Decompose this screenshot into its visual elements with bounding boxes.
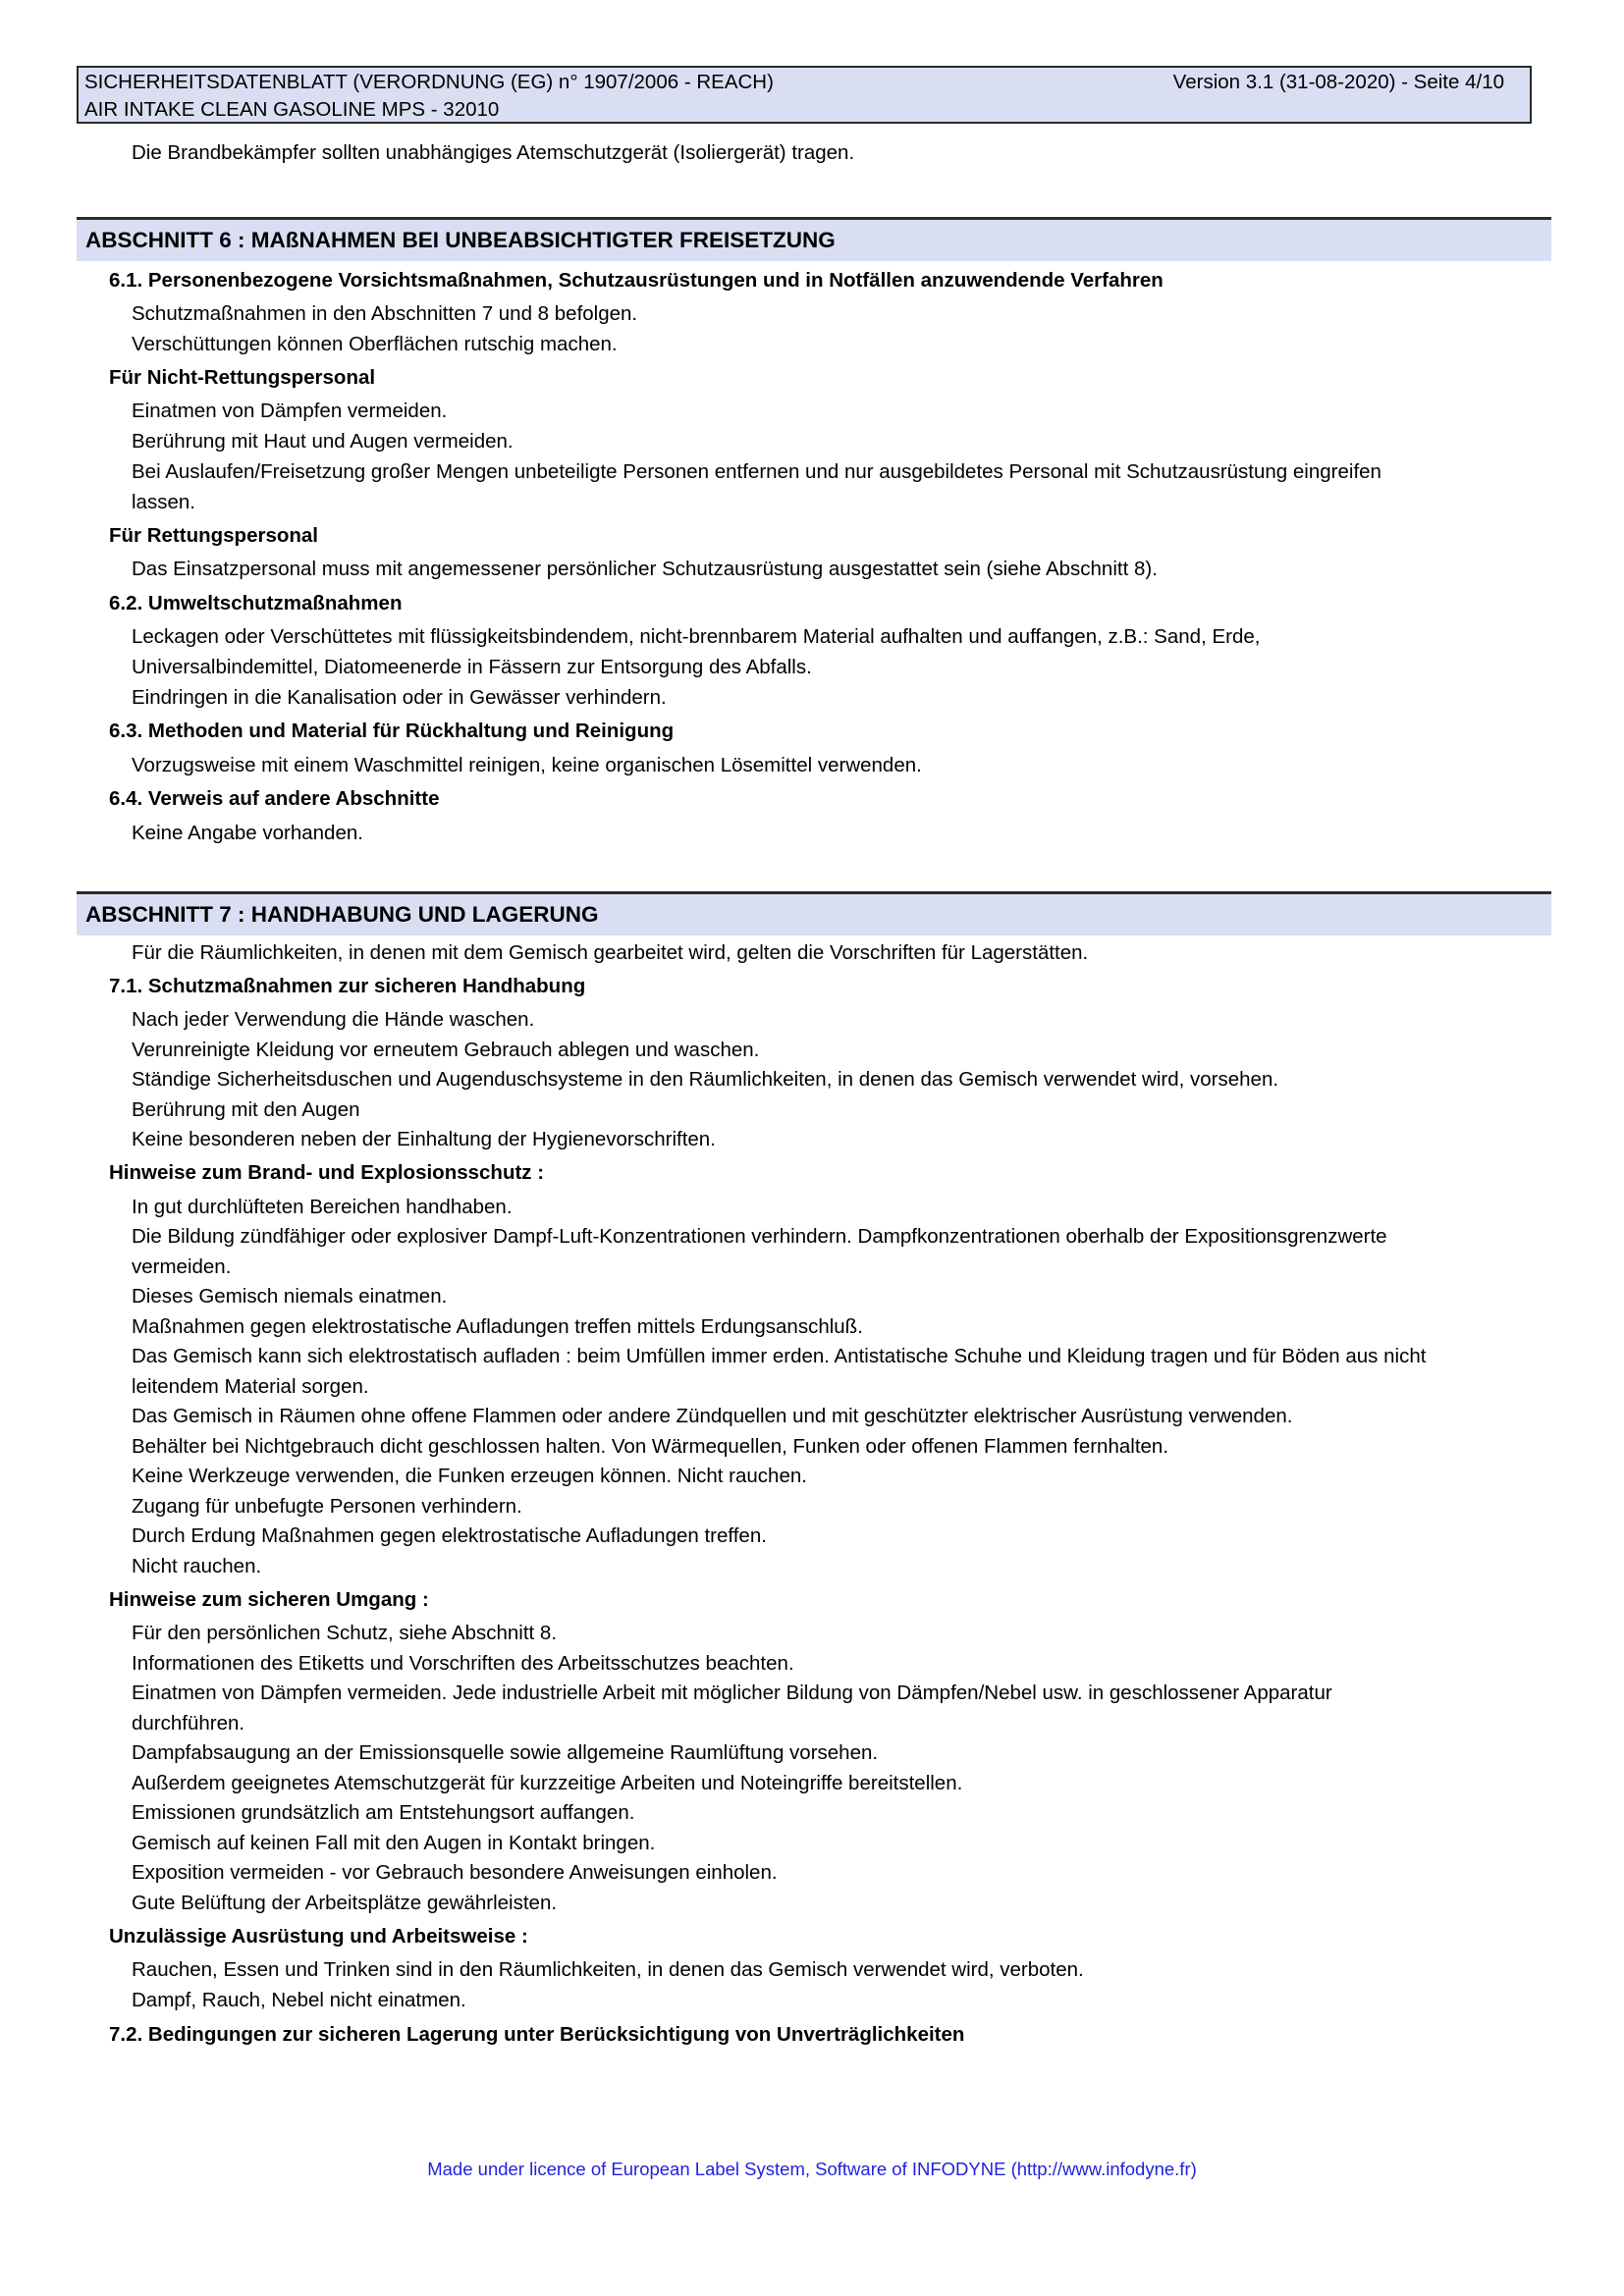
text-line: Das Einsatzpersonal muss mit angemessener persönlicher Schutzausrüstung ausgestattet sein (siehe Abschnitt 8).	[132, 558, 1158, 580]
footer-licence-link[interactable]: Made under licence of European Label System, Software of INFODYNE (http://www.infodyne.fr)	[427, 2159, 1197, 2179]
text-line: Keine Angabe vorhanden.	[132, 822, 363, 844]
text-line: Die Bildung zündfähiger oder explosiver Dampf-Luft-Konzentrationen verhindern. Dampfkonzentrationen oberhalb der Expositionsgrenzwerte	[132, 1225, 1387, 1248]
non-rescue-title: Für Nicht-Rettungspersonal	[109, 366, 376, 389]
text-line: Vorzugsweise mit einem Waschmittel reinigen, keine organischen Lösemittel verwenden.	[132, 754, 922, 776]
subsection-6-2-title: 6.2. Umweltschutzmaßnahmen	[109, 592, 403, 614]
subsection-6-1-title: 6.1. Personenbezogene Vorsichtsmaßnahmen, Schutzausrüstungen und in Notfällen anzuwendende Verfahren	[109, 269, 1164, 292]
section-7-intro: Für die Räumlichkeiten, in denen mit dem Gemisch gearbeitet wird, gelten die Vorschriften für Lagerstätten.	[132, 941, 1089, 964]
text-line: Zugang für unbefugte Personen verhindern.	[132, 1495, 522, 1518]
forbidden-practices-title: Unzulässige Ausrüstung und Arbeitsweise :	[109, 1925, 528, 1948]
document-title: SICHERHEITSDATENBLATT (VERORDNUNG (EG) n° 1907/2006 - REACH)	[84, 71, 774, 93]
text-line: Informationen des Etiketts und Vorschriften des Arbeitsschutzes beachten.	[132, 1652, 794, 1675]
text-line: Einatmen von Dämpfen vermeiden.	[132, 400, 448, 422]
subsection-6-4-title: 6.4. Verweis auf andere Abschnitte	[109, 787, 440, 810]
text-line: Durch Erdung Maßnahmen gegen elektrostatische Aufladungen treffen.	[132, 1524, 767, 1547]
text-line: Verunreinigte Kleidung vor erneutem Gebrauch ablegen und waschen.	[132, 1039, 760, 1061]
text-line: lassen.	[132, 491, 195, 513]
text-line: Behälter bei Nichtgebrauch dicht geschlossen halten. Von Wärmequellen, Funken oder offenen Flammen fernhalten.	[132, 1435, 1169, 1458]
section-6-title: ABSCHNITT 6 : MAßNAHMEN BEI UNBEABSICHTIGTER FREISETZUNG	[85, 228, 836, 252]
safe-handling-title: Hinweise zum sicheren Umgang :	[109, 1588, 429, 1611]
text-line: Emissionen grundsätzlich am Entstehungsort auffangen.	[132, 1801, 635, 1824]
text-line: Bei Auslaufen/Freisetzung großer Mengen unbeteiligte Personen entfernen und nur ausgebildetes Personal mit Schutzausrüstung eingreifen	[132, 460, 1381, 483]
page-header	[77, 66, 1532, 124]
subsection-7-2-title: 7.2. Bedingungen zur sicheren Lagerung unter Berücksichtigung von Unverträglichkeiten	[109, 2023, 965, 2046]
text-line: Universalbindemittel, Diatomeenerde in Fässern zur Entsorgung des Abfalls.	[132, 656, 812, 678]
text-line: Berührung mit den Augen	[132, 1098, 360, 1121]
fire-protection-title: Hinweise zum Brand- und Explosionsschutz :	[109, 1161, 545, 1184]
intro-line: Die Brandbekämpfer sollten unabhängiges Atemschutzgerät (Isoliergerät) tragen.	[132, 141, 855, 164]
section-7-title: ABSCHNITT 7 : HANDHABUNG UND LAGERUNG	[85, 902, 599, 927]
text-line: Das Gemisch kann sich elektrostatisch aufladen : beim Umfüllen immer erden. Antistatische Schuhe und Kleidung tragen und für Böden aus nicht	[132, 1345, 1427, 1367]
text-line: Gemisch auf keinen Fall mit den Augen in Kontakt bringen.	[132, 1832, 656, 1854]
text-line: Schutzmaßnahmen in den Abschnitten 7 und 8 befolgen.	[132, 302, 638, 325]
text-line: durchführen.	[132, 1712, 245, 1735]
text-line: Exposition vermeiden - vor Gebrauch besondere Anweisungen einholen.	[132, 1861, 778, 1884]
text-line: Außerdem geeignetes Atemschutzgerät für kurzzeitige Arbeiten und Noteingriffe bereitstellen.	[132, 1772, 963, 1794]
text-line: Dampfabsaugung an der Emissionsquelle sowie allgemeine Raumlüftung vorsehen.	[132, 1741, 879, 1764]
text-line: Berührung mit Haut und Augen vermeiden.	[132, 430, 514, 453]
text-line: leitendem Material sorgen.	[132, 1375, 369, 1398]
section-6-header	[77, 217, 1551, 261]
text-line: Das Gemisch in Räumen ohne offene Flammen oder andere Zündquellen und mit geschützter elektrischer Ausrüstung verwenden.	[132, 1405, 1293, 1427]
text-line: Nach jeder Verwendung die Hände waschen.	[132, 1008, 535, 1031]
text-line: Verschüttungen können Oberflächen rutschig machen.	[132, 333, 618, 355]
text-line: Nicht rauchen.	[132, 1555, 262, 1577]
text-line: Keine besonderen neben der Einhaltung der Hygienevorschriften.	[132, 1128, 716, 1150]
section-7-header	[77, 891, 1551, 935]
subsection-6-3-title: 6.3. Methoden und Material für Rückhaltung und Reinigung	[109, 720, 675, 742]
text-line: Eindringen in die Kanalisation oder in Gewässer verhindern.	[132, 686, 667, 709]
text-line: Ständige Sicherheitsduschen und Augenduschsysteme in den Räumlichkeiten, in denen das Gemisch verwendet wird, vorsehen.	[132, 1068, 1279, 1091]
text-line: Gute Belüftung der Arbeitsplätze gewährleisten.	[132, 1892, 558, 1914]
text-line: Einatmen von Dämpfen vermeiden. Jede industrielle Arbeit mit möglicher Bildung von Dämpfen/Nebel usw. in geschlossener Apparatur	[132, 1682, 1332, 1704]
text-line: Rauchen, Essen und Trinken sind in den Räumlichkeiten, in denen das Gemisch verwendet wird, verboten.	[132, 1958, 1084, 1981]
product-name: AIR INTAKE CLEAN GASOLINE MPS - 32010	[84, 98, 500, 121]
text-line: Für den persönlichen Schutz, siehe Abschnitt 8.	[132, 1622, 558, 1644]
text-line: vermeiden.	[132, 1255, 232, 1278]
text-line: Maßnahmen gegen elektrostatische Aufladungen treffen mittels Erdungsanschluß.	[132, 1315, 863, 1338]
rescue-title: Für Rettungspersonal	[109, 524, 318, 547]
text-line: Leckagen oder Verschüttetes mit flüssigkeitsbindendem, nicht-brennbarem Material aufhalten und auffangen, z.B.: Sand, Erde,	[132, 625, 1261, 648]
text-line: Dieses Gemisch niemals einatmen.	[132, 1285, 448, 1308]
version-page-info: Version 3.1 (31-08-2020) - Seite 4/10	[1172, 71, 1504, 93]
subsection-7-1-title: 7.1. Schutzmaßnahmen zur sicheren Handhabung	[109, 975, 586, 997]
text-line: In gut durchlüfteten Bereichen handhaben.	[132, 1196, 513, 1218]
text-line: Dampf, Rauch, Nebel nicht einatmen.	[132, 1989, 466, 2011]
text-line: Keine Werkzeuge verwenden, die Funken erzeugen können. Nicht rauchen.	[132, 1465, 807, 1487]
